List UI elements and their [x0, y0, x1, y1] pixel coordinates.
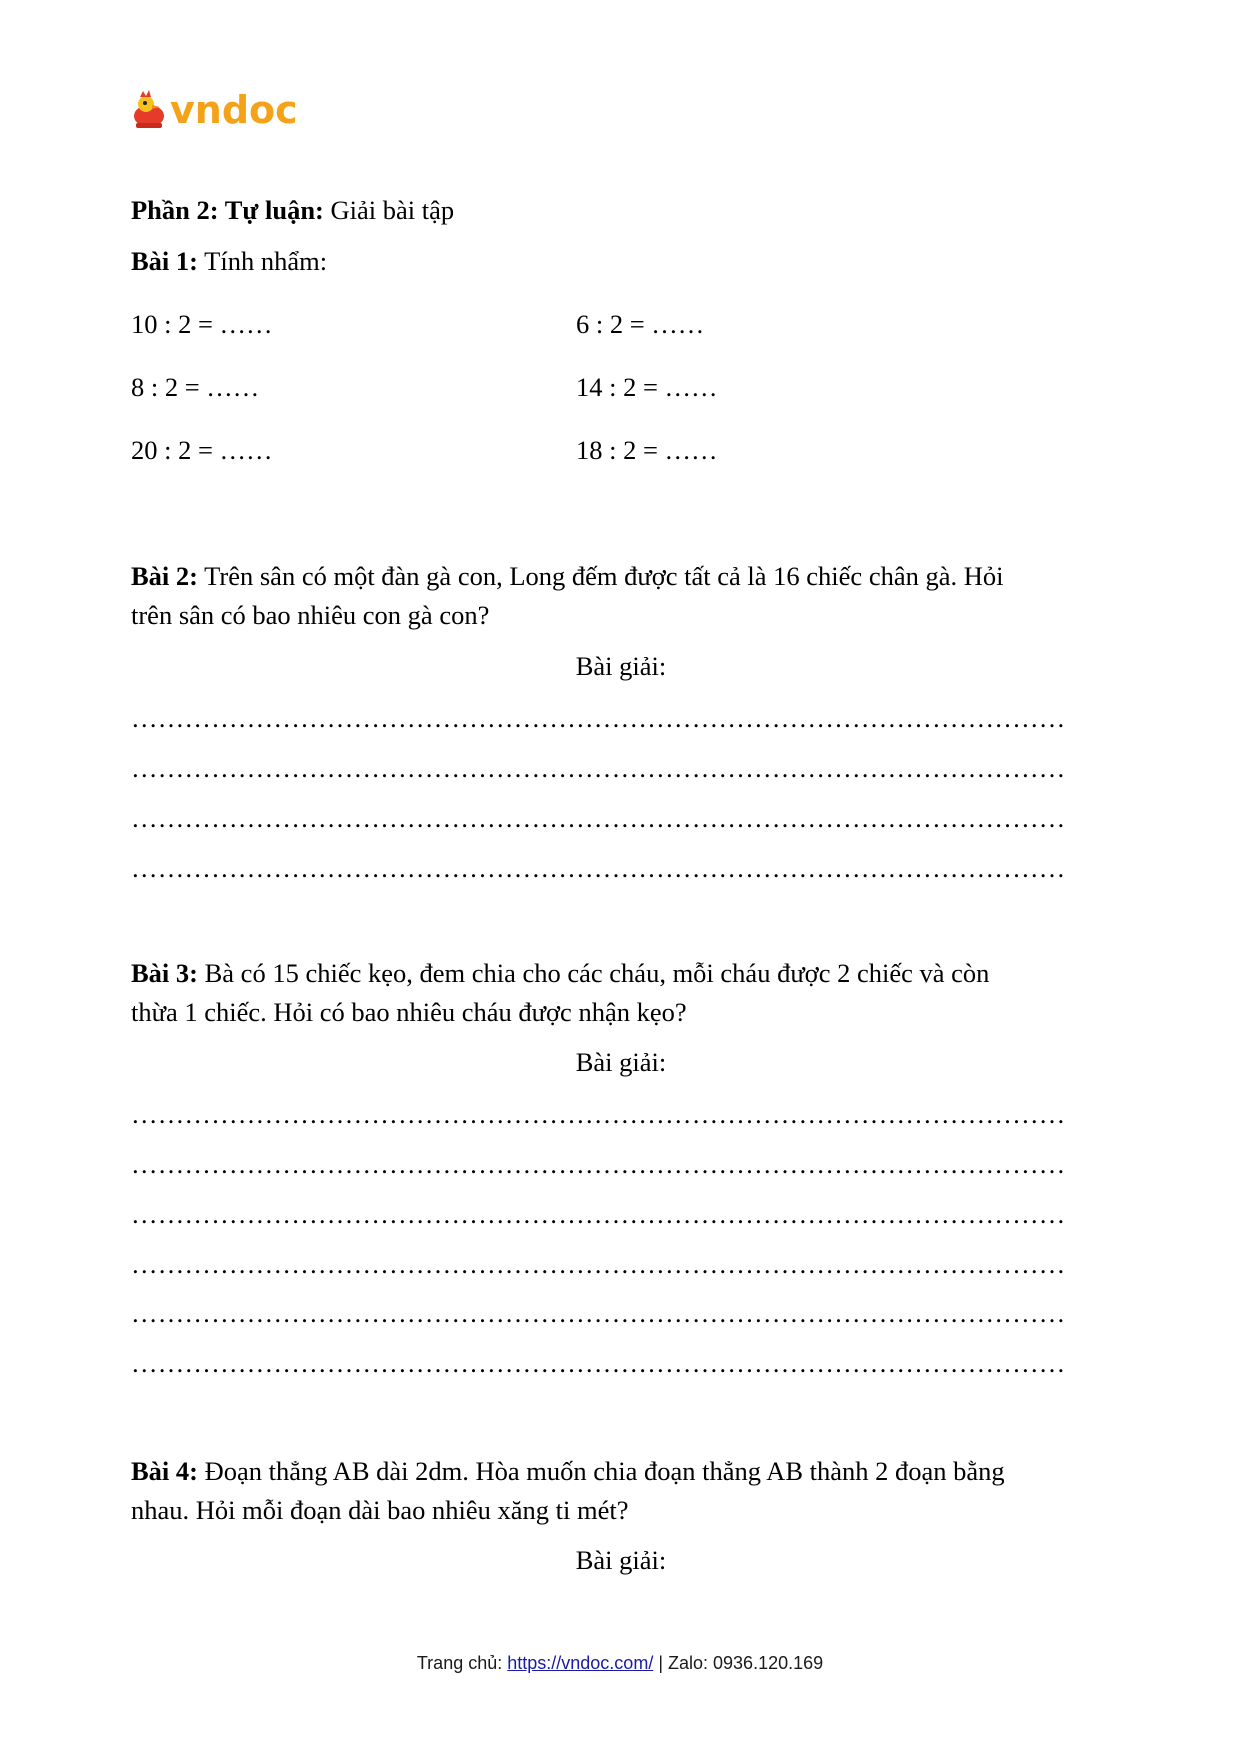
calc-item: 10 : 2 = …… — [131, 309, 273, 339]
bai4-label: Bài 4: — [131, 1456, 198, 1486]
answer-line: …………………………………………………………………………………………… — [131, 703, 1066, 733]
calc-item: 20 : 2 = …… — [131, 435, 273, 465]
answer-line: …………………………………………………………………………………………… — [131, 853, 1066, 883]
answer-line: …………………………………………………………………………………………… — [131, 803, 1066, 833]
answer-line: …………………………………………………………………………………………… — [131, 1249, 1066, 1279]
answer-line: …………………………………………………………………………………………… — [131, 1149, 1066, 1179]
bai1-heading — [131, 242, 327, 280]
bai1-label: Bài 1: — [131, 246, 198, 276]
bai3-solution-label: Bài giải: — [575, 1047, 667, 1077]
bai3-text: Bà có 15 chiếc kẹo, đem chia cho các cháu, mỗi cháu được 2 chiếc và còn — [198, 958, 990, 988]
bai2-solution-label: Bài giải: — [575, 651, 667, 681]
bai2-question-line1 — [131, 557, 1003, 595]
rooster-mascot-icon — [130, 90, 168, 130]
section-label: Phần 2: Tự luận: — [131, 195, 324, 225]
footer-contact: | Zalo: 0936.120.169 — [653, 1653, 824, 1673]
answer-line: …………………………………………………………………………………………… — [131, 1298, 1066, 1328]
bai4-question-line1 — [131, 1452, 1005, 1490]
bai2-text: Trên sân có một đàn gà con, Long đếm được tất cả là 16 chiếc chân gà. Hỏi — [198, 561, 1004, 591]
page-footer — [0, 1653, 1240, 1674]
bai3-question-line2: thừa 1 chiếc. Hỏi có bao nhiêu cháu được nhận kẹo? — [131, 997, 687, 1027]
calc-item: 14 : 2 = …… — [576, 372, 718, 402]
section-heading — [131, 191, 454, 229]
bai4-question-line2: nhau. Hỏi mỗi đoạn dài bao nhiêu xăng ti mét? — [131, 1495, 629, 1525]
calc-item: 8 : 2 = …… — [131, 372, 260, 402]
calc-item: 6 : 2 = …… — [576, 309, 705, 339]
answer-line: …………………………………………………………………………………………… — [131, 1199, 1066, 1229]
bai3-question-line1 — [131, 954, 989, 992]
footer-prefix: Trang chủ: — [416, 1653, 508, 1673]
calc-item: 18 : 2 = …… — [576, 435, 718, 465]
logo-text: vndoc — [170, 88, 298, 132]
answer-line: …………………………………………………………………………………………… — [131, 1348, 1066, 1378]
homepage-link[interactable]: https://vndoc.com/ — [507, 1653, 654, 1673]
bai3-label: Bài 3: — [131, 958, 198, 988]
bai4-solution-label: Bài giải: — [575, 1545, 667, 1575]
bai2-question-line2: trên sân có bao nhiêu con gà con? — [131, 600, 490, 630]
bai4-text: Đoạn thẳng AB dài 2dm. Hòa muốn chia đoạn thẳng AB thành 2 đoạn bằng — [198, 1456, 1005, 1486]
answer-line: …………………………………………………………………………………………… — [131, 1099, 1066, 1129]
bai1-text: Tính nhẩm: — [198, 246, 328, 276]
vndoc-logo[interactable] — [130, 88, 298, 132]
answer-line: …………………………………………………………………………………………… — [131, 753, 1066, 783]
bai2-label: Bài 2: — [131, 561, 198, 591]
section-text: Giải bài tập — [323, 195, 455, 225]
